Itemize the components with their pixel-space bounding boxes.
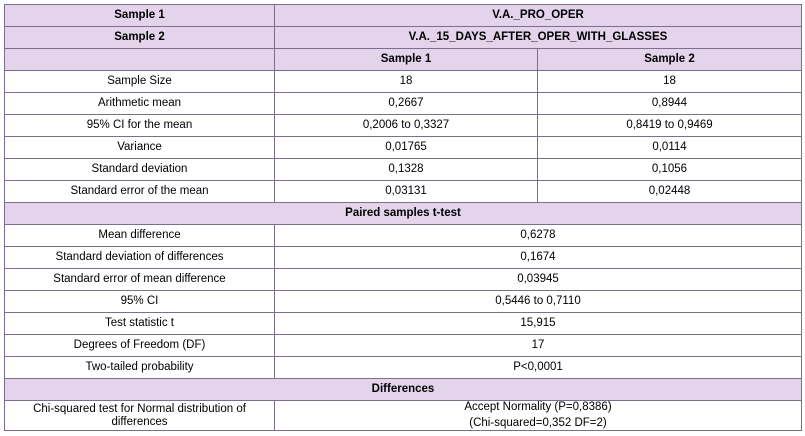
row-label-mean-difference: Mean difference xyxy=(5,225,275,247)
row-label-standard-deviation: Standard deviation xyxy=(5,159,275,181)
table-row xyxy=(5,115,802,137)
table-row-sample1-header xyxy=(5,5,802,27)
cell-variance-col1: 0,01765 xyxy=(275,137,538,159)
cell-degrees-of-freedom: 17 xyxy=(275,335,802,357)
table-row xyxy=(5,181,802,203)
cell-standard-deviation-col2: 0,1056 xyxy=(538,159,802,181)
cell-test-statistic-t: 15,915 xyxy=(275,313,802,335)
section-title-paired-samples-t-test: Paired samples t-test xyxy=(5,203,802,225)
cell-sample-size-col1: 18 xyxy=(275,71,538,93)
cell-95-ci: 0,5446 to 0,7110 xyxy=(275,291,802,313)
row-label-two-tailed-probability: Two-tailed probability xyxy=(5,357,275,379)
cell-standard-deviation-of-differences: 0,1674 xyxy=(275,247,802,269)
table-row xyxy=(5,291,802,313)
row-value-sample-2: V.A._15_DAYS_AFTER_OPER_WITH_GLASSES xyxy=(275,27,802,49)
table-row xyxy=(5,269,802,291)
cell-ci-for-the-mean-col1: 0,2006 to 0,3327 xyxy=(275,115,538,137)
row-label-ci-for-the-mean: 95% CI for the mean xyxy=(5,115,275,137)
row-label-standard-error-of-mean-difference: Standard error of mean difference xyxy=(5,269,275,291)
table-section-header-differences xyxy=(5,379,802,401)
table-row xyxy=(5,335,802,357)
table-row xyxy=(5,225,802,247)
cell-arithmetic-mean-col1: 0,2667 xyxy=(275,93,538,115)
row-label-standard-error-of-the-mean: Standard error of the mean xyxy=(5,181,275,203)
column-header-sample-2: Sample 2 xyxy=(538,49,802,71)
table-row xyxy=(5,313,802,335)
row-label-test-statistic-t: Test statistic t xyxy=(5,313,275,335)
row-label-variance: Variance xyxy=(5,137,275,159)
row-label-sample-size: Sample Size xyxy=(5,71,275,93)
table-row xyxy=(5,71,802,93)
table-row xyxy=(5,401,802,431)
normality-result-line-2: (Chi-squared=0,352 DF=2) xyxy=(469,417,607,430)
cell-standard-error-of-the-mean-col1: 0,03131 xyxy=(275,181,538,203)
cell-two-tailed-probability: P<0,0001 xyxy=(275,357,802,379)
section-title-differences: Differences xyxy=(5,379,802,401)
cell-ci-for-the-mean-col2: 0,8419 to 0,9469 xyxy=(538,115,802,137)
table-row-sample2-header xyxy=(5,27,802,49)
cell-standard-error-of-the-mean-col2: 0,02448 xyxy=(538,181,802,203)
column-header-blank xyxy=(5,49,275,71)
row-label-arithmetic-mean: Arithmetic mean xyxy=(5,93,275,115)
paired-samples-statistics-table xyxy=(4,4,802,431)
cell-arithmetic-mean-col2: 0,8944 xyxy=(538,93,802,115)
row-label-sample-2: Sample 2 xyxy=(5,27,275,49)
cell-mean-difference: 0,6278 xyxy=(275,225,802,247)
column-header-sample-1: Sample 1 xyxy=(275,49,538,71)
table-row xyxy=(5,93,802,115)
table-row xyxy=(5,247,802,269)
row-label-chi-squared-normality-test: Chi-squared test for Normal distribution of differences xyxy=(5,401,275,431)
normality-result-line-1: Accept Normality (P=0,8386) xyxy=(464,401,612,413)
row-label-standard-deviation-of-differences: Standard deviation of differences xyxy=(5,247,275,269)
cell-sample-size-col2: 18 xyxy=(538,71,802,93)
table-row xyxy=(5,137,802,159)
row-value-sample-1: V.A._PRO_OPER xyxy=(275,5,802,27)
row-label-sample-1: Sample 1 xyxy=(5,5,275,27)
table-row xyxy=(5,159,802,181)
cell-variance-col2: 0,0114 xyxy=(538,137,802,159)
row-label-degrees-of-freedom: Degrees of Freedom (DF) xyxy=(5,335,275,357)
cell-chi-squared-normality-result xyxy=(275,401,802,431)
cell-standard-deviation-col1: 0,1328 xyxy=(275,159,538,181)
table-row-column-headers xyxy=(5,49,802,71)
cell-standard-error-of-mean-difference: 0,03945 xyxy=(275,269,802,291)
table-row xyxy=(5,357,802,379)
table-section-header-ttest xyxy=(5,203,802,225)
row-label-95-ci: 95% CI xyxy=(5,291,275,313)
